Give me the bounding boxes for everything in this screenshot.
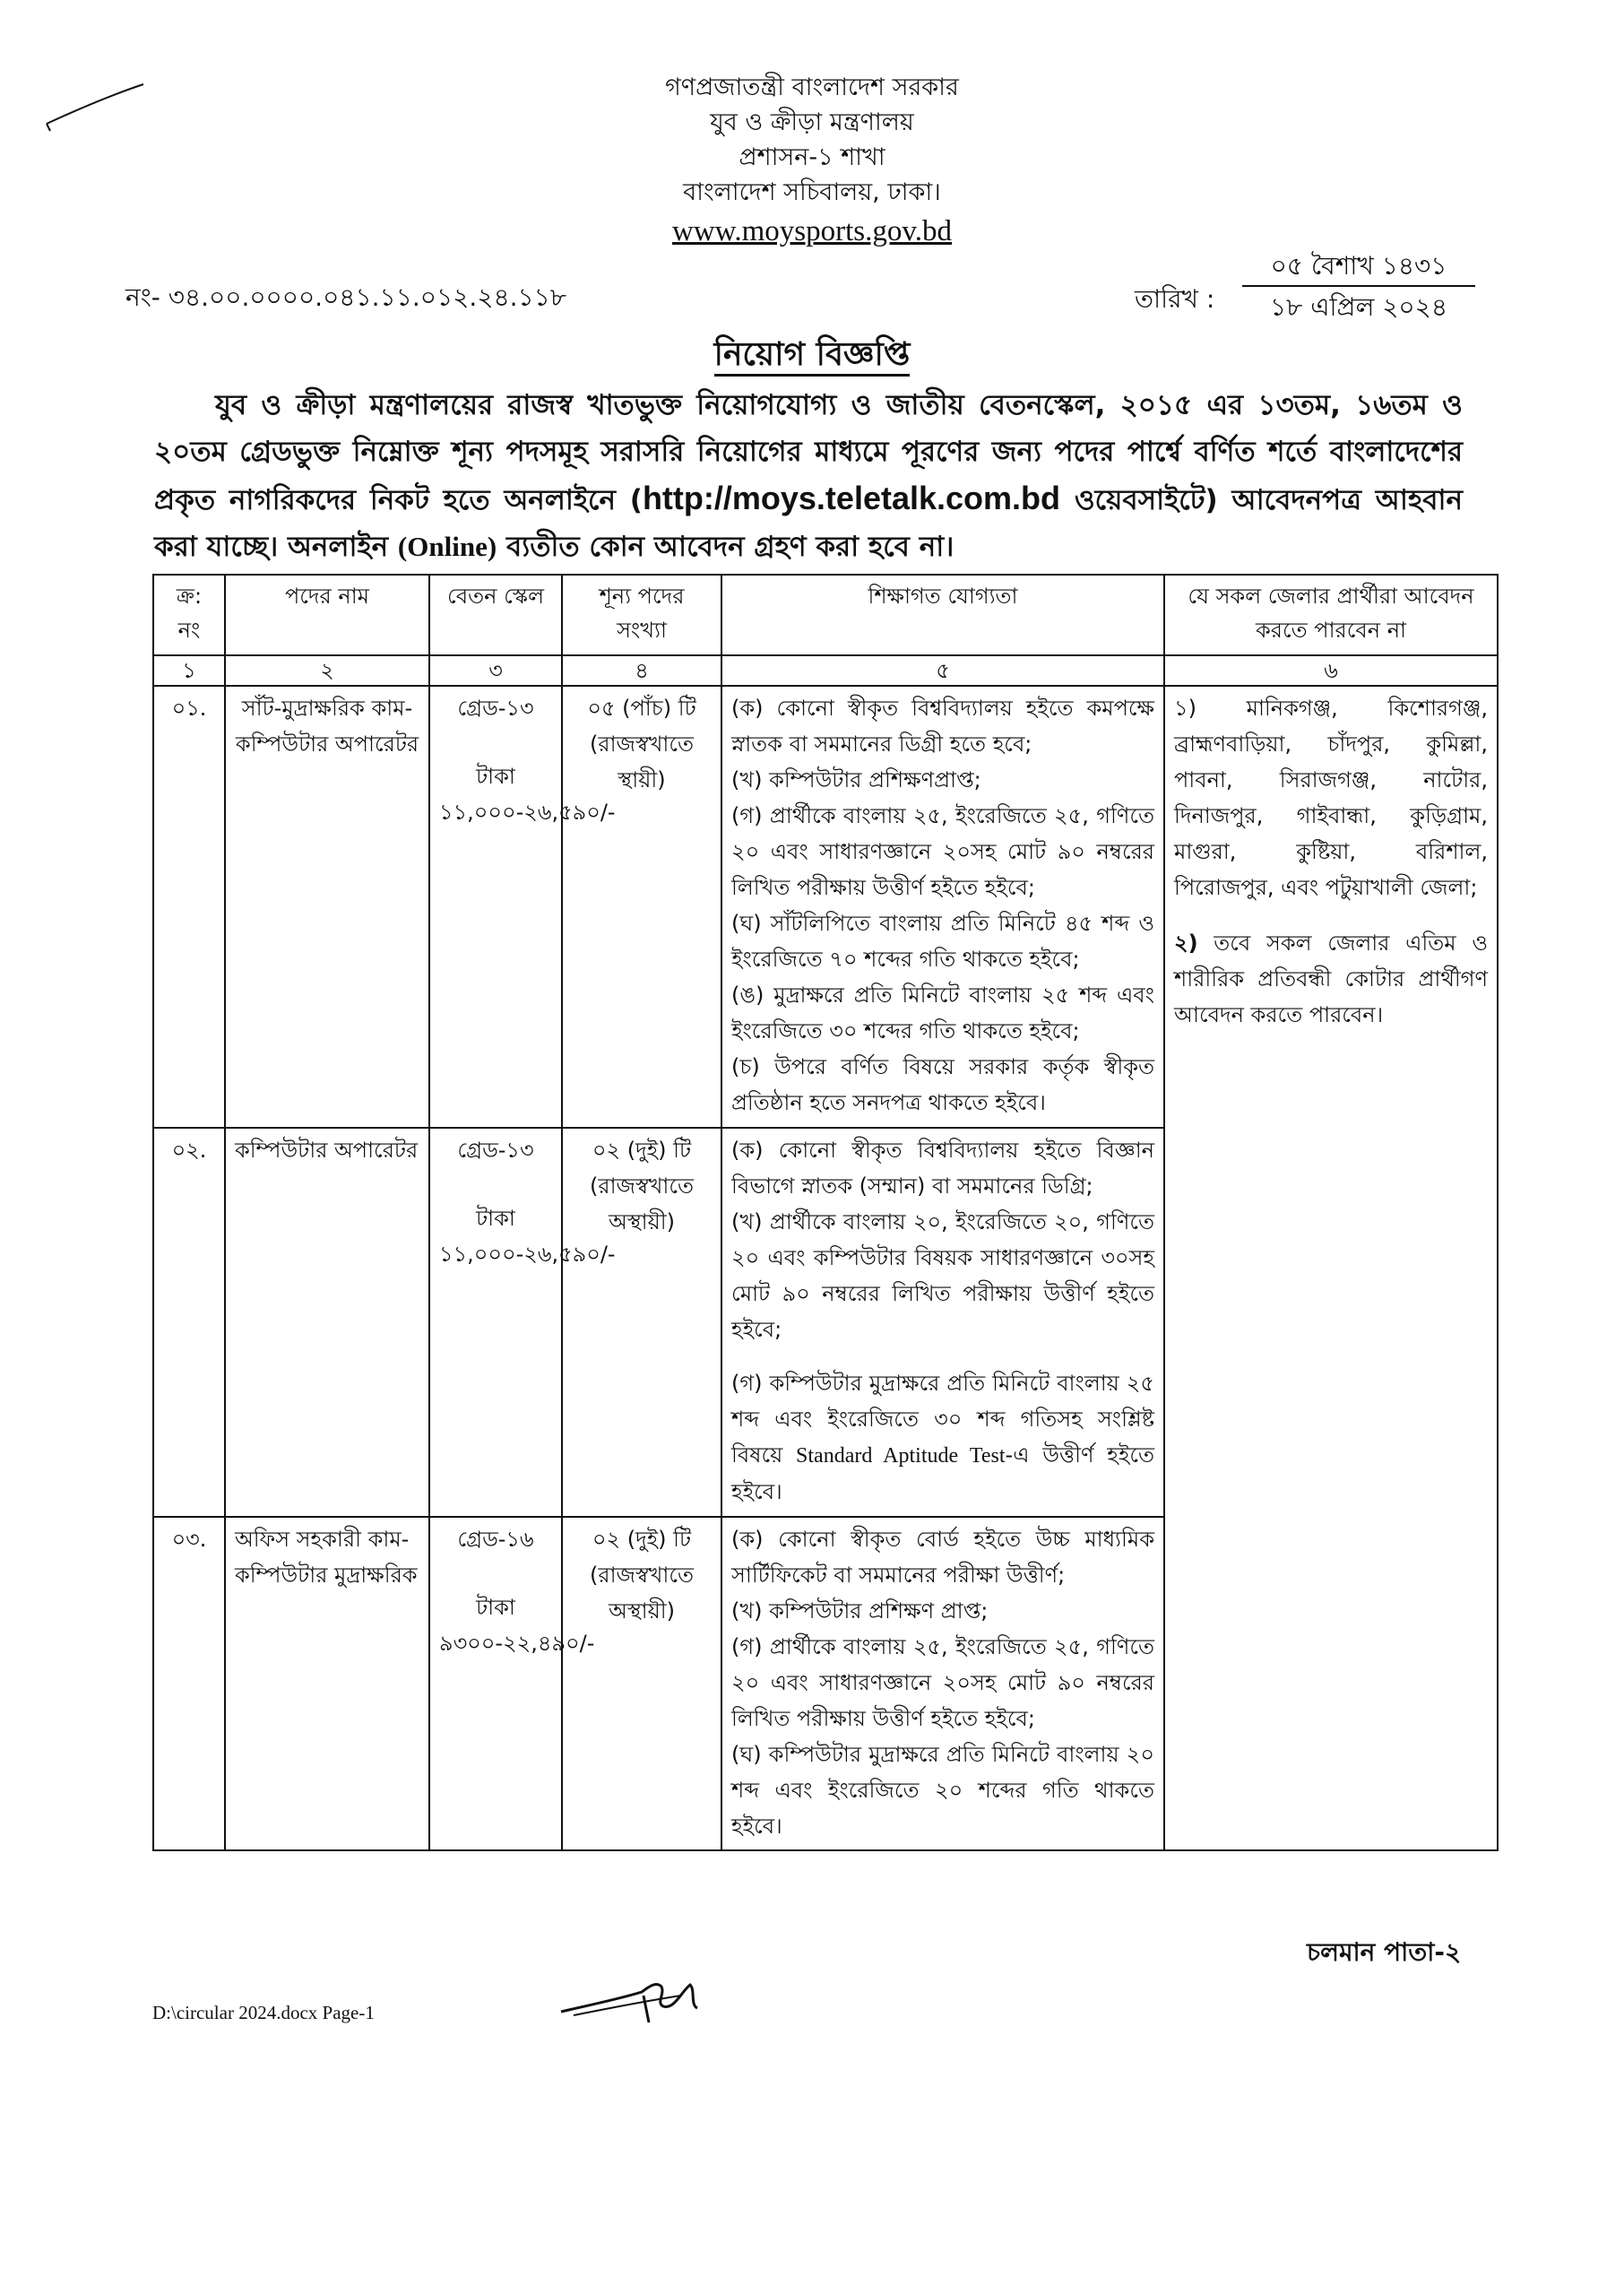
row-post-name: সাঁট-মুদ্রাক্ষরিক কাম-কম্পিউটার অপারেটর — [225, 686, 429, 1128]
table-row — [153, 686, 1498, 1128]
row-vacancy — [562, 1128, 721, 1517]
column-number-row — [153, 655, 1498, 686]
taka-label: টাকা — [476, 1206, 515, 1232]
row-pay-scale — [429, 1128, 616, 1517]
application-url[interactable]: http://moys.teletalk.com.bd — [642, 480, 1061, 516]
qualification-item: (খ) কম্পিউটার প্রশিক্ষণপ্রাপ্ত; — [731, 767, 981, 792]
date-bangla: ০৫ বৈশাখ ১৪৩১ — [1242, 249, 1475, 287]
memo-number: নং- ৩৪.০০.০০০০.০৪১.১১.০১২.২৪.১১৮ — [125, 282, 567, 312]
row-pay-scale — [429, 1517, 595, 1850]
qualification-item: (গ) প্রার্থীকে বাংলায় ২৫, ইংরেজিতে ২৫, গণিতে ২০ এবং সাধারণজ্ঞানে ২০সহ মোট ৯০ নম্বরের লিখিত পরীক্ষায় উত্তীর্ণ হইতে হইবে; — [731, 803, 1154, 900]
vacancy-status: (রাজস্বখাতে অস্থায়ী) — [590, 1562, 694, 1624]
district-note — [1174, 925, 1488, 1033]
header-vacancy: শূন্য পদের সংখ্যা — [562, 575, 721, 655]
row-pay-scale — [429, 686, 616, 1128]
row-vacancy — [562, 1517, 721, 1850]
row-post-name: অফিস সহকারী কাম-কম্পিউটার মুদ্রাক্ষরিক — [225, 1517, 429, 1850]
taka-label: টাকা — [476, 1594, 515, 1620]
grade: গ্রেড-১৬ — [457, 1526, 534, 1552]
notice-title — [0, 330, 1624, 384]
header-qualification: শিক্ষাগত যোগ্যতা — [721, 575, 1164, 655]
header-serial: ক্র: নং — [153, 575, 225, 655]
qualification-item: (চ) উপরে বর্ণিত বিষয়ে সরকার কর্তৃক স্বীকৃত প্রতিষ্ঠান হতে সনদপত্র থাকতে হইবে। — [731, 1054, 1154, 1115]
qualification-item: (ক) কোনো স্বীকৃত বোর্ড হইতে উচ্চ মাধ্যমিক সার্টিফিকেট বা সমমানের পরীক্ষা উত্তীর্ণ; — [731, 1526, 1154, 1588]
file-path-footer: D:\circular 2024.docx Page-1 — [152, 2002, 375, 2023]
intro-paragraph — [154, 382, 1463, 570]
district-note-text: তবে সকল জেলার এতিম ও শারীরিক প্রতিবন্ধী কোটার প্রার্থীগণ আবেদন করতে পারবেন। — [1174, 931, 1488, 1027]
district-note-number: ২) — [1174, 931, 1198, 956]
website-link[interactable]: www.moysports.gov.bd — [672, 215, 952, 247]
qualification-item: (গ) প্রার্থীকে বাংলায় ২৫, ইংরেজিতে ২৫, গণিতে ২০ এবং সাধারণজ্ঞানে ২০সহ মোট ৯০ নম্বরের লিখিত পরীক্ষায় উত্তীর্ণ হইতে হইবে; — [731, 1633, 1154, 1731]
header-districts: যে সকল জেলার প্রার্থীরা আবেদন করতে পারবেন না — [1164, 575, 1498, 655]
header-scale: বেতন স্কেল — [429, 575, 562, 655]
col-number: ২ — [225, 655, 429, 686]
date-label: তারিখ : — [1135, 284, 1215, 314]
col-number: ৫ — [721, 655, 1164, 686]
qualification-item: (খ) কম্পিউটার প্রশিক্ষণ প্রাপ্ত; — [731, 1598, 989, 1624]
row-post-name: কম্পিউটার অপারেটর — [225, 1128, 429, 1517]
intro-part1: যুব ও ক্রীড়া মন্ত্রণালয়ের রাজস্ব খাতভুক্ত নিয়োগযোগ্য ও জাতীয় বেতনস্কেল, ২০১৫ এর ১৩তম, ১৬তম ও ২০তম গ্রেডভুক্ত নিম্নোক্ত শূন্য পদসমূহ সরাসরি নিয়োগের মাধ্যমে পূরণের জন্য পদের পার্শ্বে বর্ণিত শর্তে বাংলাদেশের প্রকৃত নাগরিকদের নিকট হতে অনলাইনে ( — [154, 389, 1463, 516]
section-name: প্রশাসন-১ শাখা — [739, 143, 885, 171]
notice-title-text: নিয়োগ বিজ্ঞপ্তি — [714, 336, 911, 377]
col-number: ৪ — [562, 655, 721, 686]
col-number: ১ — [153, 655, 225, 686]
intro-part2: ওয়েবসাইটে) আবেদনপত্র আহবান করা যাচ্ছে। অনলাইন — [154, 484, 1463, 563]
table-header-row — [153, 575, 1498, 655]
col-number: ৬ — [1164, 655, 1498, 686]
qualification-item: (ঘ) সাঁটলিপিতে বাংলায় প্রতি মিনিটে ৪৫ শব্দ ও ইংরেজিতে ৭০ শব্দের গতি থাকতে হইবে; — [731, 911, 1154, 972]
vacancy-status: (রাজস্বখাতে অস্থায়ী) — [590, 1173, 694, 1235]
row-qualification — [721, 1517, 1164, 1850]
row-serial: ০৩. — [153, 1517, 225, 1850]
intro-part3: ব্যতীত কোন আবেদন গ্রহণ করা হবে না। — [497, 531, 955, 563]
qualification-item: (খ) প্রার্থীকে বাংলায় ২০, ইংরেজিতে ২০, গণিতে ২০ এবং কম্পিউটার বিষয়ক সাধারণজ্ঞানে ৩০সহ মোট ৯০ নম্বরের লিখিত পরীক্ষায় উত্তীর্ণ হইতে হইবে; — [731, 1209, 1154, 1343]
qualification-item: (ঙ) মুদ্রাক্ষরে প্রতি মিনিটে বাংলায় ২৫ শব্দ এবং ইংরেজিতে ৩০ শব্দের গতি থাকতে হইবে; — [731, 983, 1154, 1044]
govt-name: গণপ্রজাতন্ত্রী বাংলাদেশ সরকার — [665, 74, 959, 101]
qualification-item — [731, 1365, 1154, 1510]
qualification-text: (গ) কম্পিউটার মুদ্রাক্ষরে প্রতি মিনিটে বাংলায় ২৫ শব্দ এবং ইংরেজিতে ৩০ শব্দ গতিসহ সংশ্লিষ্ট বিষয়ে — [731, 1371, 1154, 1468]
district-list: ১) মানিকগঞ্জ, কিশোরগঞ্জ, ব্রাহ্মণবাড়িয়া, চাঁদপুর, কুমিল্লা, পাবনা, সিরাজগঞ্জ, নাটোর, দিনাজপুর, গাইবান্ধা, কুড়িগ্রাম, মাগুরা, কুষ্টিয়া, বরিশাল, পিরোজপুর, এবং পটুয়াখালী জেলা; — [1174, 696, 1488, 900]
row-serial: ০২. — [153, 1128, 225, 1517]
office-address: বাংলাদেশ সচিবালয়, ঢাকা। — [683, 178, 941, 206]
vacancy-count: ০২ (দুই) টি — [592, 1138, 692, 1164]
ministry-name: যুব ও ক্রীড়া মন্ত্রণালয় — [710, 108, 914, 136]
col-number: ৩ — [429, 655, 562, 686]
continued-page-note: চলমান পাতা-২ — [1307, 1937, 1462, 1967]
vacancy-status: (রাজস্বখাতে স্থায়ী) — [590, 732, 694, 792]
qualification-item: (ক) কোনো স্বীকৃত বিশ্ববিদ্যালয় হইতে বিজ্ঞান বিভাগে স্নাতক (সম্মান) বা সমমানের ডিগ্রি; — [731, 1138, 1154, 1199]
letterhead — [0, 70, 1624, 251]
qualification-item: (ঘ) কম্পিউটার মুদ্রাক্ষরে প্রতি মিনিটে বাংলায় ২০ শব্দ এবং ইংরেজিতে ২০ শব্দের গতি থাকতে হইবে। — [731, 1741, 1154, 1839]
scale-range: ১১,০০০-২৬,৫৯০/- — [439, 800, 616, 825]
row-serial: ০১. — [153, 686, 225, 1128]
qualification-text: -এ উত্তীর্ণ হইতে হইবে। — [731, 1442, 1154, 1505]
vacancy-count: ০৫ (পাঁচ) টি — [587, 696, 696, 721]
vacancy-table — [152, 574, 1499, 1851]
scale-range: ১১,০০০-২৬,৫৯০/- — [439, 1242, 616, 1268]
qualification-item: (ক) কোনো স্বীকৃত বিশ্ববিদ্যালয় হইতে কমপক্ষে স্নাতক বা সমমানের ডিগ্রী হতে হবে; — [731, 696, 1154, 757]
row-vacancy — [562, 686, 721, 1128]
intro-online: (Online) — [397, 531, 497, 562]
scale-range: ৯৩০০-২২,৪৯০/- — [439, 1630, 595, 1656]
date-gregorian: ১৮ এপ্রিল ২০২৪ — [1270, 292, 1447, 322]
grade: গ্রেড-১৩ — [457, 1138, 534, 1164]
aptitude-test-name: Standard Aptitude Test — [796, 1444, 1006, 1468]
taka-label: টাকা — [476, 764, 515, 789]
row-qualification — [721, 1128, 1164, 1517]
header-post: পদের নাম — [225, 575, 429, 655]
row-qualification — [721, 686, 1164, 1128]
grade: গ্রেড-১৩ — [457, 696, 534, 721]
signature — [556, 1960, 717, 2031]
vacancy-count: ০২ (দুই) টি — [592, 1526, 692, 1552]
excluded-districts — [1164, 686, 1498, 1850]
